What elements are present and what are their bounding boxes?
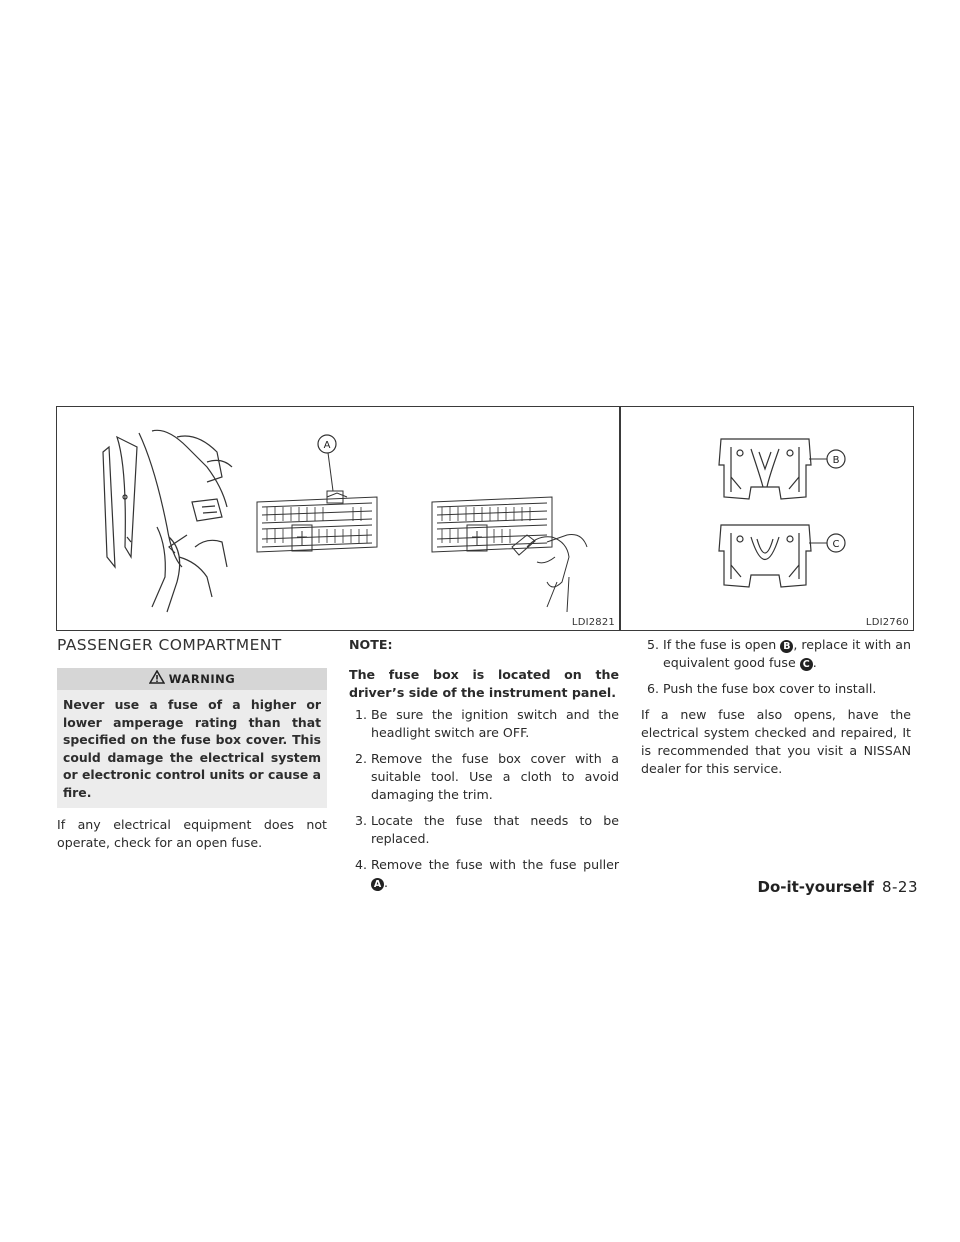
- callout-b-label: B: [832, 455, 840, 466]
- step-number: 6.: [647, 681, 660, 696]
- note-label: NOTE:: [349, 637, 393, 652]
- fuse-condition-drawing: [621, 407, 913, 630]
- page-number: 8-23: [881, 878, 918, 896]
- marker-a-icon: A: [371, 878, 384, 891]
- step-number: 1.: [355, 707, 368, 722]
- step-text: Be sure the ignition switch and the headlight switch are OFF.: [371, 707, 619, 740]
- marker-c-icon: C: [800, 658, 813, 671]
- warning-label: WARNING: [168, 672, 236, 686]
- fuse-condition-illustration: [620, 406, 914, 631]
- list-item: [641, 680, 911, 698]
- footer-section: Do-it-yourself: [757, 878, 874, 896]
- step-number: 3.: [355, 813, 368, 828]
- step-number: 2.: [355, 751, 368, 766]
- callout-c-label: C: [832, 539, 840, 550]
- list-item: [349, 812, 619, 848]
- steps-list-1: [349, 706, 619, 892]
- step-text: Locate the fuse that needs to be replaced.: [371, 813, 619, 846]
- closing-paragraph: If a new fuse also opens, have the electrical system checked and repaired, It is recommended that you visit a NISSAN dealer for this service.: [641, 707, 911, 776]
- fuse-box-illustration: [56, 406, 620, 631]
- step-text: Remove the fuse with the fuse puller: [371, 857, 619, 872]
- figure-code: LDI2760: [865, 617, 909, 628]
- step-number: 5.: [647, 637, 660, 652]
- warning-triangle-icon: [149, 670, 165, 689]
- page-footer: [758, 878, 919, 896]
- warning-text: Never use a fuse of a higher or lower amperage rating than that specified on the fuse box cover. This could damage the electrical system or electronic control units or cause a fire.: [57, 690, 327, 808]
- list-item: [641, 636, 911, 672]
- fuse-box-drawing: [57, 407, 619, 630]
- list-item: [349, 706, 619, 742]
- section-title: PASSENGER COMPARTMENT: [57, 636, 282, 654]
- step-text: Remove the fuse box cover with a suitable tool. Use a cloth to avoid damaging the trim.: [371, 751, 619, 802]
- step-text: , replace it with an equivalent good fuse: [663, 637, 911, 670]
- marker-b-icon: B: [780, 640, 793, 653]
- intro-paragraph: If any electrical equipment does not operate, check for an open fuse.: [57, 817, 327, 850]
- step-tail: .: [384, 875, 389, 890]
- warning-header: [57, 668, 327, 690]
- column-right: [641, 636, 911, 778]
- list-item: [349, 750, 619, 804]
- callout-a-label: A: [323, 440, 331, 451]
- step-tail: .: [812, 655, 817, 670]
- note-text: The fuse box is located on the driver’s side of the instrument panel.: [349, 667, 619, 700]
- figure-code: LDI2821: [571, 617, 615, 628]
- column-left: [57, 636, 327, 852]
- column-middle: [349, 636, 619, 900]
- list-item: [349, 856, 619, 892]
- steps-list-2: [641, 636, 911, 698]
- step-text: Push the fuse box cover to install.: [663, 681, 877, 696]
- step-text: If the fuse is open: [663, 637, 777, 652]
- step-number: 4.: [355, 857, 368, 872]
- warning-box: [57, 668, 327, 808]
